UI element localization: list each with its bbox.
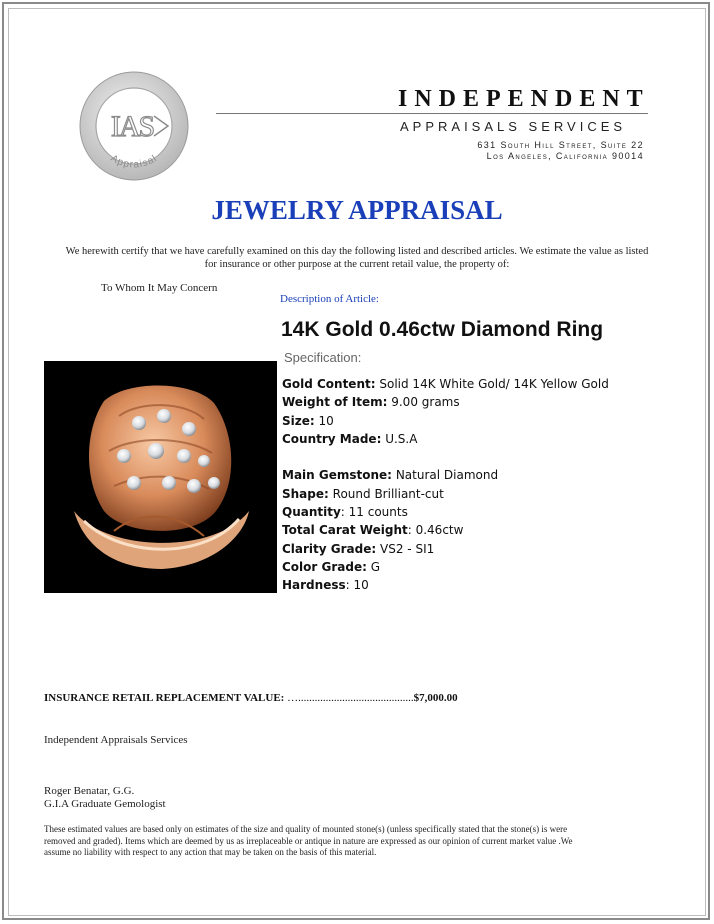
spec-shape: Shape: Round Brilliant-cut bbox=[282, 486, 444, 501]
insurance-label: INSURANCE RETAIL REPLACEMENT VALUE: bbox=[44, 692, 285, 704]
spec-size: Size: 10 bbox=[282, 413, 334, 428]
recipient: To Whom It May Concern bbox=[101, 282, 218, 294]
footer-company: Independent Appraisals Services bbox=[44, 734, 188, 746]
address-line-2: Los Angeles, California 90014 bbox=[486, 151, 644, 161]
logo-letters: IAS bbox=[110, 110, 154, 143]
spec-total-carat: Total Carat Weight: 0.46ctw bbox=[282, 523, 464, 538]
spec-clarity: Clarity Grade: VS2 - SI1 bbox=[282, 541, 435, 556]
spec-gold-content: Gold Content: Solid 14K White Gold/ 14K Yellow Gold bbox=[282, 377, 609, 391]
insurance-amount: $7,000.00 bbox=[413, 692, 458, 704]
insurance-value bbox=[44, 692, 458, 704]
header-divider bbox=[216, 113, 648, 114]
specification-list bbox=[282, 375, 609, 595]
spec-hardness: Hardness: 10 bbox=[282, 578, 369, 593]
company-subtitle: APPRAISALS SERVICES bbox=[400, 119, 627, 134]
insurance-dots: ….......................................... bbox=[287, 692, 414, 704]
logo-ring-text: Appraisal bbox=[108, 152, 160, 171]
item-title: 14K Gold 0.46ctw Diamond Ring bbox=[281, 318, 604, 341]
spec-color: Color Grade: G bbox=[282, 559, 381, 574]
spec-weight: Weight of Item: 9.00 grams bbox=[282, 395, 460, 410]
appraiser-name: Roger Benatar, G.G. bbox=[44, 785, 135, 797]
document-title: JEWELRY APPRAISAL bbox=[211, 195, 503, 225]
spec-country: Country Made: U.S.A bbox=[282, 431, 418, 446]
ias-logo bbox=[78, 70, 190, 182]
spec-main-gemstone: Main Gemstone: Natural Diamond bbox=[282, 468, 499, 483]
spec-quantity: Quantity: 11 counts bbox=[282, 505, 408, 520]
certification-text: We herewith certify that we have carefully examined on this day the following listed and described articles. We estimate the value as listed for insurance or other purpose at the current retail value, the property of: bbox=[65, 246, 649, 270]
specification-label: Specification: bbox=[284, 350, 362, 365]
appraiser-title: G.I.A Graduate Gemologist bbox=[44, 798, 166, 810]
ring-photo bbox=[44, 361, 277, 593]
disclaimer: These estimated values are based only on estimates of the size and quality of mounted stone(s) (unless specifically stated that the stone(s) is were removed and graded). Items which are deemed by us as irreplaceable or antique in nature are expressed as our opinion of current market value .We assume no liability with respect to any action that may be taken on the basis of this material. bbox=[44, 824, 573, 857]
address-line-1: 631 South Hill Street, Suite 22 bbox=[477, 140, 644, 150]
description-label: Description of Article: bbox=[280, 293, 379, 305]
company-name: INDEPENDENT bbox=[398, 86, 650, 112]
